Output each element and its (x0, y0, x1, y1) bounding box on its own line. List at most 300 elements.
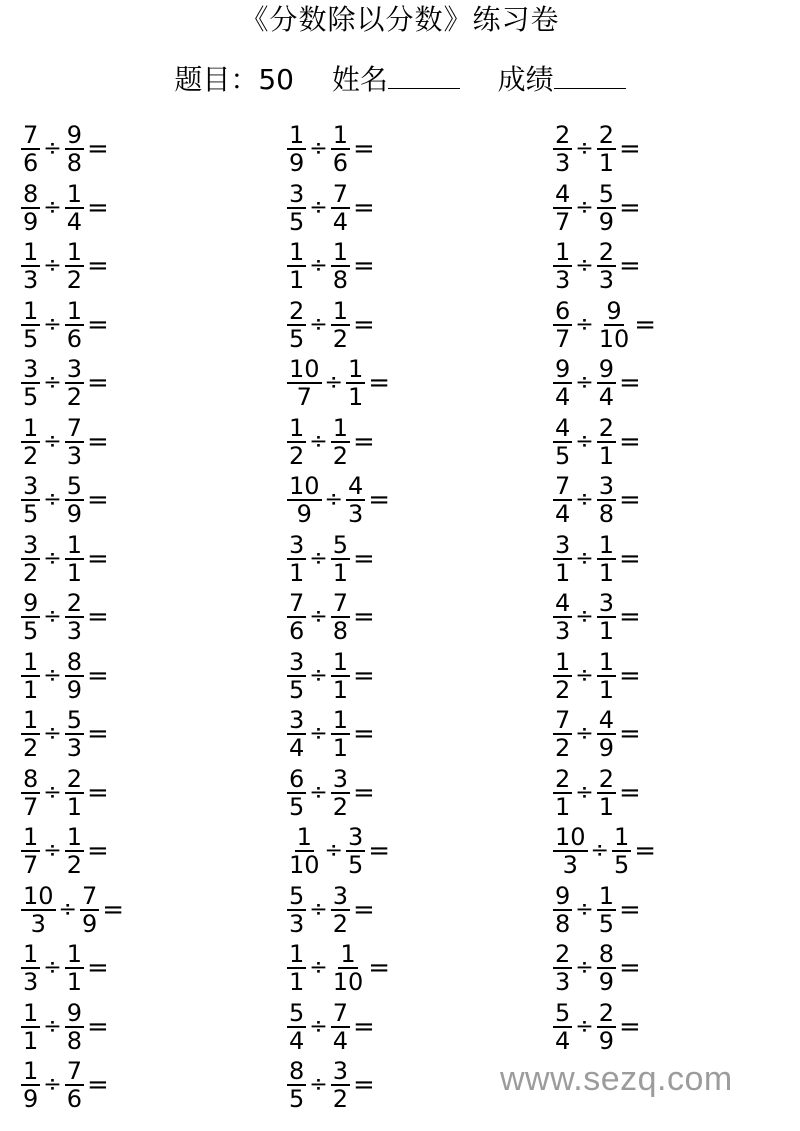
numerator: 8 (289, 1057, 305, 1086)
division-problem (552, 354, 800, 413)
fraction-b (64, 296, 85, 353)
fraction-a (286, 296, 307, 353)
fraction-b (64, 179, 85, 236)
fraction-a (20, 647, 41, 704)
fraction-b (64, 238, 85, 295)
denominator: 5 (347, 851, 364, 880)
watermark: www.sezq.com (500, 1060, 733, 1098)
fraction-a (20, 998, 41, 1055)
division-problem (286, 530, 546, 589)
numerator: 10 (23, 881, 54, 910)
divide-sign: ÷ (324, 370, 343, 396)
division-problem (552, 881, 800, 940)
numerator: 1 (23, 998, 39, 1027)
fraction-a (20, 940, 41, 997)
numerator: 8 (598, 940, 614, 969)
fraction-b (330, 881, 351, 938)
numerator: 2 (598, 413, 614, 442)
division-problem (552, 822, 800, 881)
numerator: 7 (23, 121, 39, 150)
denominator: 8 (66, 149, 82, 178)
equals-sign: = (619, 368, 641, 399)
fraction-b (64, 589, 85, 646)
fraction-a (20, 706, 41, 763)
fraction-a (286, 881, 307, 938)
numerator: 3 (598, 472, 614, 501)
division-problem (286, 822, 546, 881)
numerator: 3 (289, 706, 305, 735)
division-problem (20, 998, 280, 1057)
worksheet-header (0, 58, 800, 98)
fraction-b (64, 823, 85, 880)
fraction-b (596, 296, 633, 353)
equals-sign: = (87, 134, 109, 165)
divide-sign: ÷ (43, 253, 62, 279)
fraction-a (286, 121, 307, 178)
numerator: 2 (598, 998, 614, 1027)
divide-sign: ÷ (324, 487, 343, 513)
denominator: 4 (332, 207, 348, 236)
denominator: 3 (23, 968, 39, 997)
fraction-a (286, 238, 307, 295)
name-label: 姓名 (331, 63, 388, 96)
equals-sign: = (353, 1070, 375, 1101)
denominator: 5 (555, 441, 571, 470)
equals-sign: = (619, 485, 641, 516)
fraction-b (64, 121, 85, 178)
fraction-b (330, 413, 351, 470)
numerator: 3 (23, 355, 39, 384)
division-problem (20, 647, 280, 706)
fraction-b (330, 296, 351, 353)
numerator: 7 (332, 998, 348, 1027)
fraction-a (20, 296, 41, 353)
fraction-a (286, 940, 307, 997)
fraction-a (286, 647, 307, 704)
equals-sign: = (353, 660, 375, 691)
denominator: 3 (555, 149, 571, 178)
denominator: 5 (23, 500, 39, 529)
fraction-a (286, 764, 307, 821)
divide-sign: ÷ (309, 253, 328, 279)
division-problem (552, 530, 800, 589)
fraction-a (20, 179, 41, 236)
fraction-b (64, 764, 85, 821)
divide-sign: ÷ (324, 838, 343, 864)
denominator: 9 (23, 1085, 39, 1114)
denominator: 5 (598, 909, 614, 938)
denominator: 1 (66, 968, 82, 997)
fraction-a (20, 121, 41, 178)
equals-sign: = (87, 777, 109, 808)
numerator: 1 (340, 940, 356, 969)
equals-sign: = (87, 543, 109, 574)
division-problem (286, 413, 546, 472)
divide-sign: ÷ (309, 955, 328, 981)
numerator: 5 (289, 998, 305, 1027)
topic-label: 题目： (174, 63, 259, 96)
fraction-b (64, 530, 85, 587)
numerator: 5 (289, 881, 305, 910)
denominator: 5 (289, 324, 305, 353)
fraction-b (64, 998, 85, 1055)
division-problem (286, 237, 546, 296)
divide-sign: ÷ (575, 428, 594, 454)
divide-sign: ÷ (309, 194, 328, 220)
equals-sign: = (353, 251, 375, 282)
equals-sign: = (353, 543, 375, 574)
divide-sign: ÷ (575, 896, 594, 922)
divide-sign: ÷ (309, 1072, 328, 1098)
divide-sign: ÷ (43, 428, 62, 454)
division-problem (20, 764, 280, 823)
equals-sign: = (87, 426, 109, 457)
numerator: 4 (555, 179, 571, 208)
numerator: 3 (332, 764, 348, 793)
fraction-b (345, 472, 366, 529)
fraction-b (330, 940, 367, 997)
problem-column-1 (20, 120, 280, 1115)
divide-sign: ÷ (309, 545, 328, 571)
divide-sign: ÷ (43, 662, 62, 688)
fraction-b (64, 706, 85, 763)
division-problem (20, 413, 280, 472)
numerator: 9 (555, 881, 571, 910)
denominator: 3 (347, 500, 364, 529)
denominator: 9 (598, 968, 614, 997)
name-blank-field[interactable] (388, 58, 460, 89)
fraction-b (64, 472, 85, 529)
fraction-b (330, 238, 351, 295)
divide-sign: ÷ (43, 1013, 62, 1039)
denominator: 1 (289, 558, 305, 587)
denominator: 3 (555, 266, 571, 295)
denominator: 10 (332, 968, 364, 997)
denominator: 7 (555, 207, 571, 236)
numerator: 2 (598, 764, 614, 793)
denominator: 3 (555, 617, 571, 646)
numerator: 5 (66, 706, 82, 735)
numerator: 3 (289, 530, 305, 559)
numerator: 9 (606, 296, 622, 325)
equals-sign: = (634, 309, 657, 340)
divide-sign: ÷ (575, 487, 594, 513)
equals-sign: = (87, 1070, 109, 1101)
denominator: 2 (289, 441, 305, 470)
numerator: 2 (555, 940, 571, 969)
fraction-b (596, 706, 617, 763)
numerator: 1 (23, 413, 39, 442)
division-problem (20, 881, 280, 940)
divide-sign: ÷ (43, 955, 62, 981)
numerator: 3 (332, 1057, 348, 1086)
numerator: 3 (289, 179, 305, 208)
numerator: 1 (598, 647, 614, 676)
numerator: 3 (598, 589, 614, 618)
denominator: 2 (23, 734, 39, 763)
numerator: 1 (23, 1057, 39, 1086)
equals-sign: = (87, 309, 109, 340)
denominator: 1 (289, 968, 305, 997)
equals-sign: = (353, 426, 375, 457)
numerator: 8 (23, 179, 39, 208)
denominator: 6 (332, 149, 348, 178)
numerator: 1 (332, 296, 348, 325)
equals-sign: = (102, 894, 125, 925)
fraction-b (330, 589, 351, 646)
denominator: 5 (23, 324, 39, 353)
division-problem (552, 413, 800, 472)
numerator: 7 (66, 413, 82, 442)
fraction-b (345, 355, 366, 412)
divide-sign: ÷ (575, 779, 594, 805)
numerator: 2 (555, 121, 571, 150)
denominator: 4 (332, 1026, 348, 1055)
divide-sign: ÷ (575, 1013, 594, 1039)
fraction-a (20, 881, 57, 938)
fraction-b (345, 823, 366, 880)
fraction-a (286, 998, 307, 1055)
fraction-b (64, 355, 85, 412)
numerator: 1 (332, 238, 348, 267)
equals-sign: = (353, 1011, 375, 1042)
denominator: 1 (555, 558, 571, 587)
denominator: 4 (555, 1026, 571, 1055)
numerator: 7 (555, 472, 571, 501)
equals-sign: = (87, 836, 109, 867)
divide-sign: ÷ (309, 779, 328, 805)
fraction-b (330, 121, 351, 178)
division-problem (286, 120, 546, 179)
fraction-a (20, 355, 41, 412)
denominator: 2 (66, 851, 82, 880)
division-problem (552, 998, 800, 1057)
division-problem (552, 296, 800, 355)
equals-sign: = (619, 602, 641, 633)
fraction-a (286, 179, 307, 236)
numerator: 2 (598, 238, 614, 267)
score-blank-field[interactable] (554, 58, 626, 89)
fraction-a (552, 881, 573, 938)
fraction-a (20, 413, 41, 470)
fraction-a (286, 1057, 307, 1114)
denominator: 3 (30, 909, 46, 938)
numerator: 4 (555, 413, 571, 442)
numerator: 5 (598, 179, 614, 208)
equals-sign: = (87, 719, 109, 750)
denominator: 7 (296, 383, 312, 412)
division-problem (20, 296, 280, 355)
numerator: 10 (289, 472, 320, 501)
fraction-a (552, 589, 573, 646)
numerator: 1 (296, 823, 312, 852)
divide-sign: ÷ (575, 721, 594, 747)
denominator: 1 (332, 734, 348, 763)
denominator: 8 (66, 1026, 82, 1055)
divide-sign: ÷ (43, 194, 62, 220)
divide-sign: ÷ (43, 370, 62, 396)
numerator: 3 (332, 881, 348, 910)
denominator: 8 (598, 500, 614, 529)
numerator: 7 (81, 881, 98, 910)
denominator: 9 (23, 207, 39, 236)
denominator: 1 (598, 675, 614, 704)
numerator: 4 (347, 472, 364, 501)
fraction-b (64, 940, 85, 997)
equals-sign: = (87, 485, 109, 516)
fraction-a (552, 998, 573, 1055)
division-problem (20, 471, 280, 530)
numerator: 4 (598, 706, 614, 735)
numerator: 1 (598, 530, 614, 559)
denominator: 4 (289, 734, 305, 763)
divide-sign: ÷ (575, 136, 594, 162)
fraction-a (552, 530, 573, 587)
fraction-a (552, 764, 573, 821)
numerator: 9 (598, 355, 614, 384)
equals-sign: = (353, 777, 375, 808)
numerator: 1 (23, 823, 39, 852)
problem-column-3 (552, 120, 800, 1056)
fraction-a (20, 1057, 41, 1114)
division-problem (552, 764, 800, 823)
denominator: 9 (289, 149, 305, 178)
equals-sign: = (368, 836, 391, 867)
fraction-b (330, 530, 351, 587)
divide-sign: ÷ (575, 194, 594, 220)
numerator: 3 (289, 647, 305, 676)
fraction-b (611, 823, 632, 880)
equals-sign: = (619, 251, 641, 282)
division-problem (20, 530, 280, 589)
divide-sign: ÷ (575, 955, 594, 981)
equals-sign: = (634, 836, 657, 867)
division-problem (20, 705, 280, 764)
denominator: 5 (289, 207, 305, 236)
fraction-b (596, 647, 617, 704)
divide-sign: ÷ (309, 311, 328, 337)
fraction-a (552, 238, 573, 295)
numerator: 1 (23, 706, 39, 735)
denominator: 3 (562, 851, 578, 880)
fraction-b (596, 179, 617, 236)
fraction-a (552, 413, 573, 470)
equals-sign: = (353, 309, 375, 340)
denominator: 2 (555, 675, 571, 704)
denominator: 1 (23, 1026, 39, 1055)
denominator: 10 (598, 324, 630, 353)
fraction-a (552, 823, 589, 880)
denominator: 9 (81, 909, 98, 938)
division-problem (552, 647, 800, 706)
divide-sign: ÷ (43, 487, 62, 513)
denominator: 3 (66, 617, 82, 646)
equals-sign: = (353, 719, 375, 750)
division-problem (20, 237, 280, 296)
numerator: 9 (66, 998, 82, 1027)
division-problem (552, 179, 800, 238)
fraction-b (79, 881, 100, 938)
division-problem (286, 354, 546, 413)
denominator: 6 (289, 617, 305, 646)
numerator: 1 (66, 238, 82, 267)
denominator: 2 (23, 441, 39, 470)
divide-sign: ÷ (309, 604, 328, 630)
denominator: 5 (289, 675, 305, 704)
denominator: 1 (332, 675, 348, 704)
divide-sign: ÷ (43, 136, 62, 162)
equals-sign: = (87, 1011, 109, 1042)
denominator: 9 (296, 500, 312, 529)
fraction-a (20, 530, 41, 587)
fraction-b (330, 647, 351, 704)
divide-sign: ÷ (575, 311, 594, 337)
fraction-b (330, 1057, 351, 1114)
numerator: 5 (332, 530, 348, 559)
denominator: 4 (66, 207, 82, 236)
denominator: 2 (66, 266, 82, 295)
denominator: 2 (555, 734, 571, 763)
division-problem (20, 588, 280, 647)
fraction-b (330, 179, 351, 236)
denominator: 8 (555, 909, 571, 938)
fraction-b (64, 1057, 85, 1114)
divide-sign: ÷ (58, 896, 77, 922)
numerator: 1 (289, 121, 305, 150)
equals-sign: = (619, 192, 641, 223)
numerator: 1 (555, 238, 571, 267)
denominator: 7 (555, 324, 571, 353)
division-problem (286, 705, 546, 764)
equals-sign: = (619, 1011, 641, 1042)
equals-sign: = (368, 368, 391, 399)
equals-sign: = (619, 777, 641, 808)
numerator: 7 (66, 1057, 82, 1086)
denominator: 1 (347, 383, 364, 412)
numerator: 1 (66, 940, 82, 969)
denominator: 7 (23, 792, 39, 821)
denominator: 3 (66, 734, 82, 763)
division-problem (286, 588, 546, 647)
denominator: 4 (555, 383, 571, 412)
denominator: 10 (289, 851, 320, 880)
fraction-b (596, 589, 617, 646)
score-label: 成绩 (497, 63, 554, 96)
equals-sign: = (619, 660, 641, 691)
fraction-b (64, 413, 85, 470)
numerator: 7 (289, 589, 305, 618)
equals-sign: = (353, 894, 375, 925)
numerator: 3 (23, 530, 39, 559)
numerator: 5 (555, 998, 571, 1027)
denominator: 5 (23, 617, 39, 646)
equals-sign: = (87, 251, 109, 282)
numerator: 7 (332, 179, 348, 208)
denominator: 2 (332, 441, 348, 470)
numerator: 1 (23, 238, 39, 267)
equals-sign: = (87, 602, 109, 633)
denominator: 1 (598, 558, 614, 587)
denominator: 2 (23, 558, 39, 587)
denominator: 9 (66, 675, 82, 704)
numerator: 1 (66, 530, 82, 559)
fraction-a (20, 238, 41, 295)
divide-sign: ÷ (575, 662, 594, 688)
denominator: 8 (332, 617, 348, 646)
numerator: 2 (598, 121, 614, 150)
fraction-b (596, 940, 617, 997)
equals-sign: = (87, 953, 109, 984)
